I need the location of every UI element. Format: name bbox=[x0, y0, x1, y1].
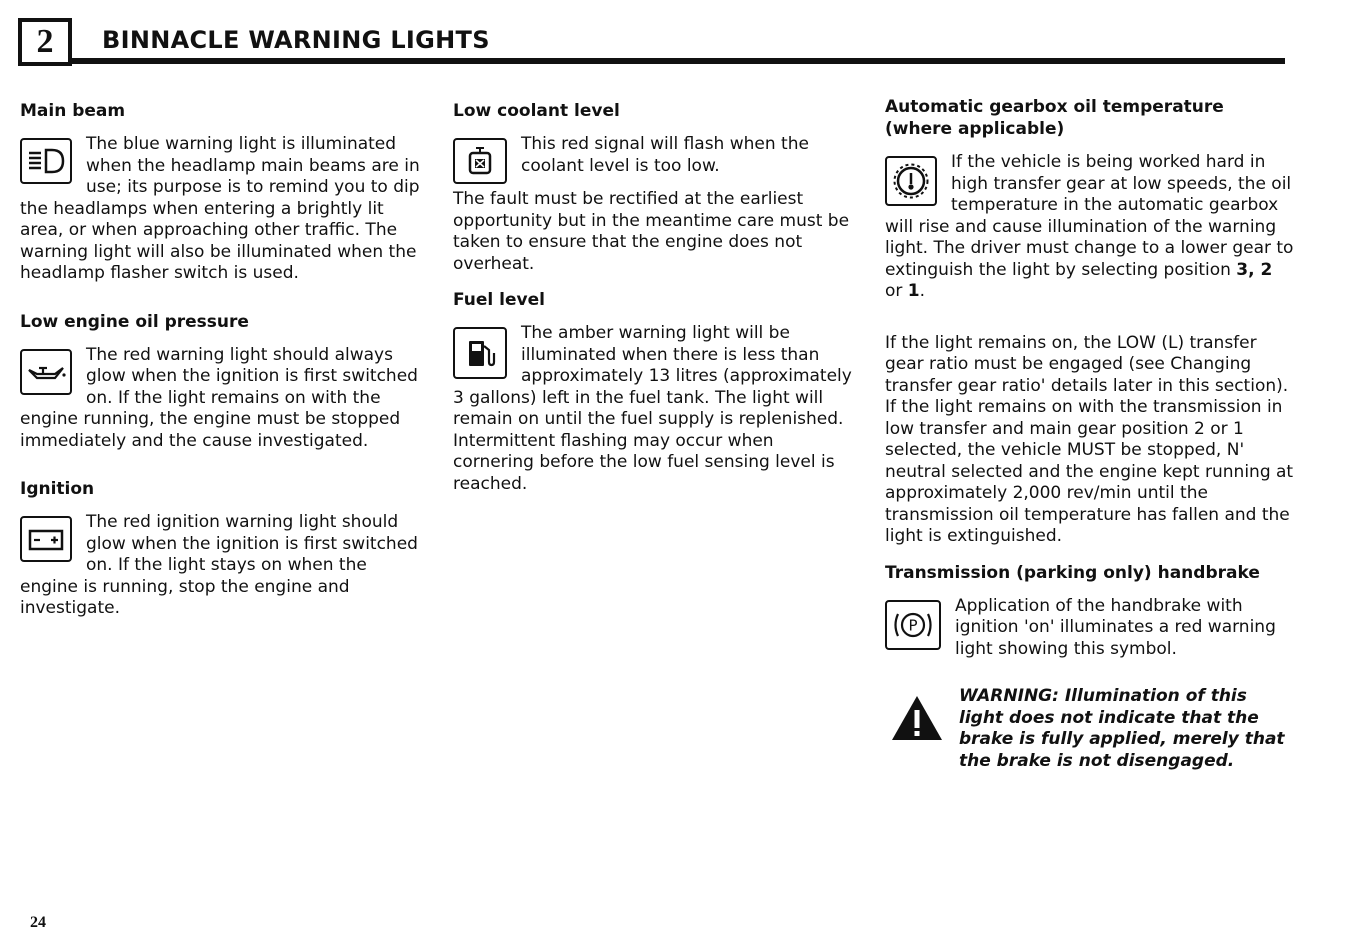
section-heading: Ignition bbox=[20, 479, 95, 499]
column-middle bbox=[453, 100, 853, 521]
section-gearbox-oil-temperature bbox=[885, 96, 1295, 548]
section-text: If the vehicle is being worked hard in high transfer gear at low speeds, the oil temperature in the automatic gearbox will rise and cause illumination of the warning light. The driver must change to a lower gear to extinguish the light by selecting position 3, 2 or 1. bbox=[885, 152, 1294, 301]
section-heading: Automatic gearbox oil temperature (where applicable) bbox=[885, 97, 1224, 139]
section-text-2: The fault must be rectified at the earliest opportunity but in the meantime care must be taken to ensure that the engine does not overheat. bbox=[453, 189, 850, 274]
chapter-number-box: 2 bbox=[18, 18, 72, 66]
section-text: The blue warning light is illuminated when the headlamp main beams are in use; its purpose is to remind you to dip the headlamps when entering a brightly lit area, or when approaching other traffic. The warning light will also be illuminated when the headlamp flasher switch is used. bbox=[20, 134, 420, 283]
oil-can-icon bbox=[20, 349, 72, 395]
section-low-coolant bbox=[453, 100, 853, 275]
section-heading: Low coolant level bbox=[453, 101, 620, 121]
warning-triangle-icon bbox=[889, 690, 945, 750]
section-heading: Main beam bbox=[20, 101, 126, 121]
warning-block bbox=[885, 686, 1295, 772]
warning-text: WARNING: Illumination of this light does not indicate that the brake is fully applied, merely that the brake is not disengaged. bbox=[959, 686, 1285, 771]
section-low-oil-pressure bbox=[20, 311, 428, 465]
section-handbrake bbox=[885, 562, 1295, 773]
column-right bbox=[885, 96, 1295, 786]
section-text: Application of the handbrake with ignition 'on' illuminates a red warning light showing this symbol. bbox=[955, 595, 1276, 659]
svg-text:P: P bbox=[908, 616, 918, 634]
column-left bbox=[20, 100, 428, 646]
page-header bbox=[18, 18, 1285, 70]
page-number: 24 bbox=[30, 914, 46, 931]
section-ignition bbox=[20, 478, 428, 632]
header-rule bbox=[70, 58, 1285, 64]
section-heading: Transmission (parking only) handbrake bbox=[885, 562, 1260, 583]
section-text: The amber warning light will be illuminated when there is less than approximately 13 litres (approximately 3 gallons) left in the fuel tank. The light will remain on until the fuel supply is replenished. Intermittent flashing may occur when cornering before the low fuel sensing level is reached. bbox=[453, 323, 852, 494]
section-main-beam bbox=[20, 100, 428, 297]
coolant-tank-icon bbox=[453, 138, 507, 184]
section-heading: Low engine oil pressure bbox=[20, 311, 249, 332]
section-text: The red warning light should always glow when the ignition is first switched on. If the light remains on with the engine running, the engine must be stopped immediately and the cause investigated. bbox=[20, 344, 418, 451]
section-text: This red signal will flash when the coolant level is too low. bbox=[521, 134, 809, 176]
headlamp-main-beam-icon bbox=[20, 138, 72, 184]
battery-icon bbox=[20, 516, 72, 562]
section-text-2: If the light remains on, the LOW (L) transfer gear ratio must be engaged (see Changing transfer gear ratio' details later in this section). If the light remains on with the transmission in low transfer and main gear position 2 or 1 selected, the vehicle MUST be stopped, N' neutral selected and the engine kept running at approximately 2,000 rev/min until the transmission oil temperature has fallen and the light is extinguished. bbox=[885, 332, 1294, 546]
section-text: The red ignition warning light should glow when the ignition is first switched on. If the light stays on when the engine is running, stop the engine and investigate. bbox=[20, 512, 418, 618]
section-heading: Fuel level bbox=[453, 290, 545, 310]
gearbox-temperature-icon bbox=[885, 156, 937, 206]
chapter-title: BINNACLE WARNING LIGHTS bbox=[102, 26, 490, 54]
fuel-pump-icon bbox=[453, 327, 507, 379]
parking-brake-icon bbox=[885, 600, 941, 650]
section-fuel-level bbox=[453, 289, 853, 507]
